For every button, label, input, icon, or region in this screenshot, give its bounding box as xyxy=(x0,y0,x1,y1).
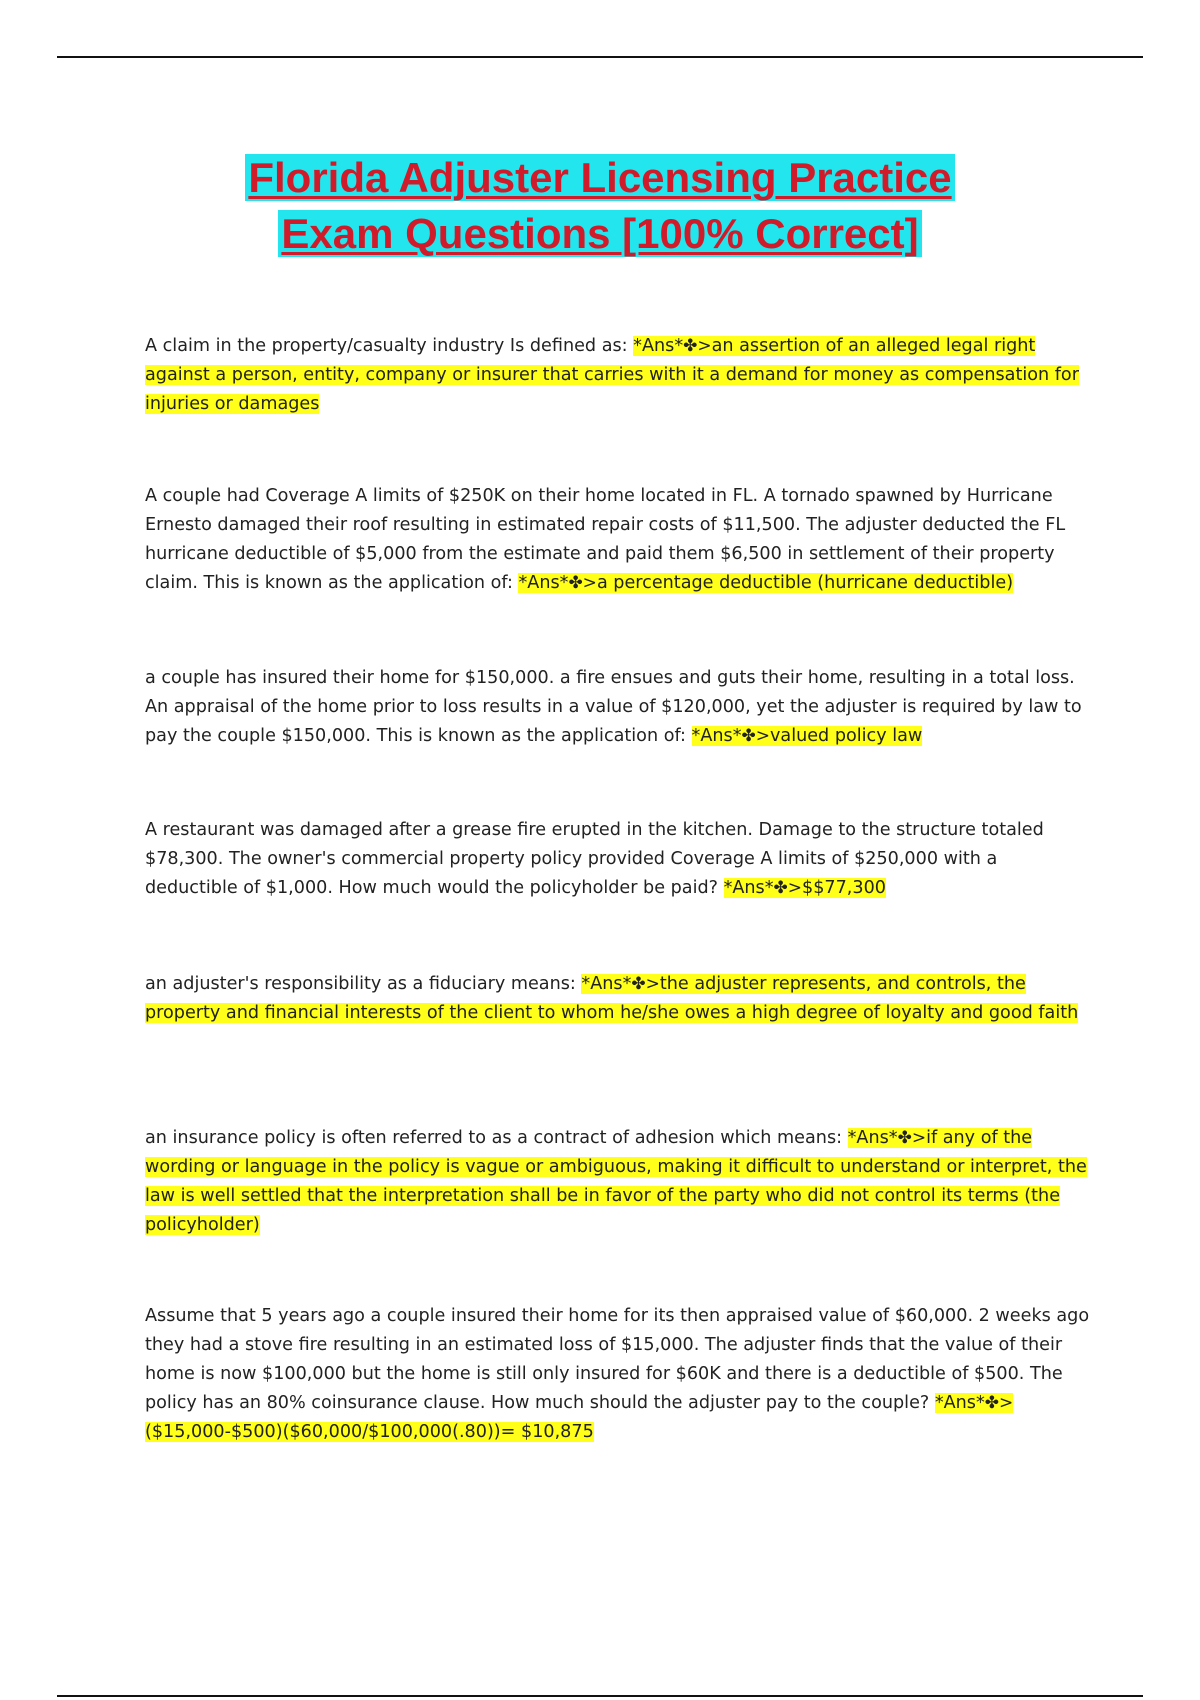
bottom-rule xyxy=(57,1695,1143,1697)
qa-item-5 xyxy=(145,970,1090,1028)
question-text: A restaurant was damaged after a grease fire erupted in the kitchen. Damage to the structure totaled $78,300. The owner's commercial property policy provided Coverage A limits of $250,000 with a deductible of $1,000. How much would the policyholder be paid? xyxy=(145,820,1044,898)
ans-label: *Ans* xyxy=(723,878,774,898)
answer-text: a percentage deductible (hurricane deductible) xyxy=(596,573,1014,593)
answer-highlight xyxy=(518,573,1013,593)
question-text: A couple had Coverage A limits of $250K on their home located in FL. A tornado spawned by Hurricane Ernesto damaged their roof resulting in estimated repair costs of $11,500. The adjuster deducted the FL hurricane deductible of $5,000 from the estimate and paid them $6,500 in settlement of their property claim. This is known as the application of: xyxy=(145,486,1066,593)
document-title xyxy=(0,150,1200,262)
ans-label: *Ans* xyxy=(581,974,632,994)
ans-label: *Ans* xyxy=(934,1393,985,1413)
qa-item-1 xyxy=(145,332,1090,419)
qa-item-2 xyxy=(145,482,1090,598)
qa-item-6 xyxy=(145,1124,1090,1240)
answer-arrow-icon: ✤> xyxy=(897,1128,927,1148)
question-text: an adjuster's responsibility as a fiduciary means: xyxy=(145,974,582,994)
top-rule xyxy=(57,56,1143,58)
ans-label: *Ans* xyxy=(518,573,569,593)
answer-arrow-icon: ✤> xyxy=(568,573,597,593)
qa-item-3 xyxy=(145,664,1090,751)
answer-text: the adjuster represents, and controls, the property and financial interests of the client to whom he/she owes a high degree of loyalty and good faith xyxy=(145,974,1079,1023)
answer-arrow-icon: ✤> xyxy=(773,878,803,898)
question-text: a couple has insured their home for $150,000. a fire ensues and guts their home, resulting in a total loss. An appraisal of the home prior to loss results in a value of $120,000, yet the adjuster is required by law to pay the couple $150,000. This is known as the application of: xyxy=(145,668,1082,746)
ans-label: *Ans* xyxy=(633,336,684,356)
answer-text: ($15,000-$500)($60,000/$100,000(.80))= $10,875 xyxy=(145,1422,594,1442)
ans-label: *Ans* xyxy=(847,1128,898,1148)
answer-arrow-icon: ✤> xyxy=(683,336,712,356)
question-text: A claim in the property/casualty industry Is defined as: xyxy=(145,336,634,356)
answer-text: if any of the wording or language in the policy is vague or ambiguous, making it difficult to understand or interpret, the law is well settled that the interpretation shall be in favor of the party who did not control its terms (the policyholder) xyxy=(145,1128,1087,1235)
title-line-2: Exam Questions [100% Correct] xyxy=(0,206,1200,262)
question-text: an insurance policy is often referred to as a contract of adhesion which means: xyxy=(145,1128,848,1148)
qa-item-4 xyxy=(145,816,1090,903)
answer-arrow-icon: ✤> xyxy=(631,974,660,994)
title-line-1: Florida Adjuster Licensing Practice xyxy=(0,150,1200,206)
answer-text: valued policy law xyxy=(770,726,923,746)
answer-highlight xyxy=(724,878,886,898)
answer-arrow-icon: ✤> xyxy=(741,726,770,746)
ans-label: *Ans* xyxy=(691,726,742,746)
qa-item-7 xyxy=(145,1302,1090,1447)
question-text: Assume that 5 years ago a couple insured their home for its then appraised value of $60,000. 2 weeks ago they had a stove fire resulting in an estimated loss of $15,000. The adjuster finds that the value of their home is now $100,000 but the home is still only insured for $60K and there is a deductible of $500. The policy has an 80% coinsurance clause. How much should the adjuster pay to the couple? xyxy=(145,1306,1090,1413)
answer-text: an assertion of an alleged legal right against a person, entity, company or insurer that carries with it a demand for money as compensation for injuries or damages xyxy=(145,336,1079,414)
answer-arrow-icon: ✤> xyxy=(984,1393,1014,1413)
answer-text: $$77,300 xyxy=(802,878,886,898)
answer-highlight xyxy=(692,726,923,746)
